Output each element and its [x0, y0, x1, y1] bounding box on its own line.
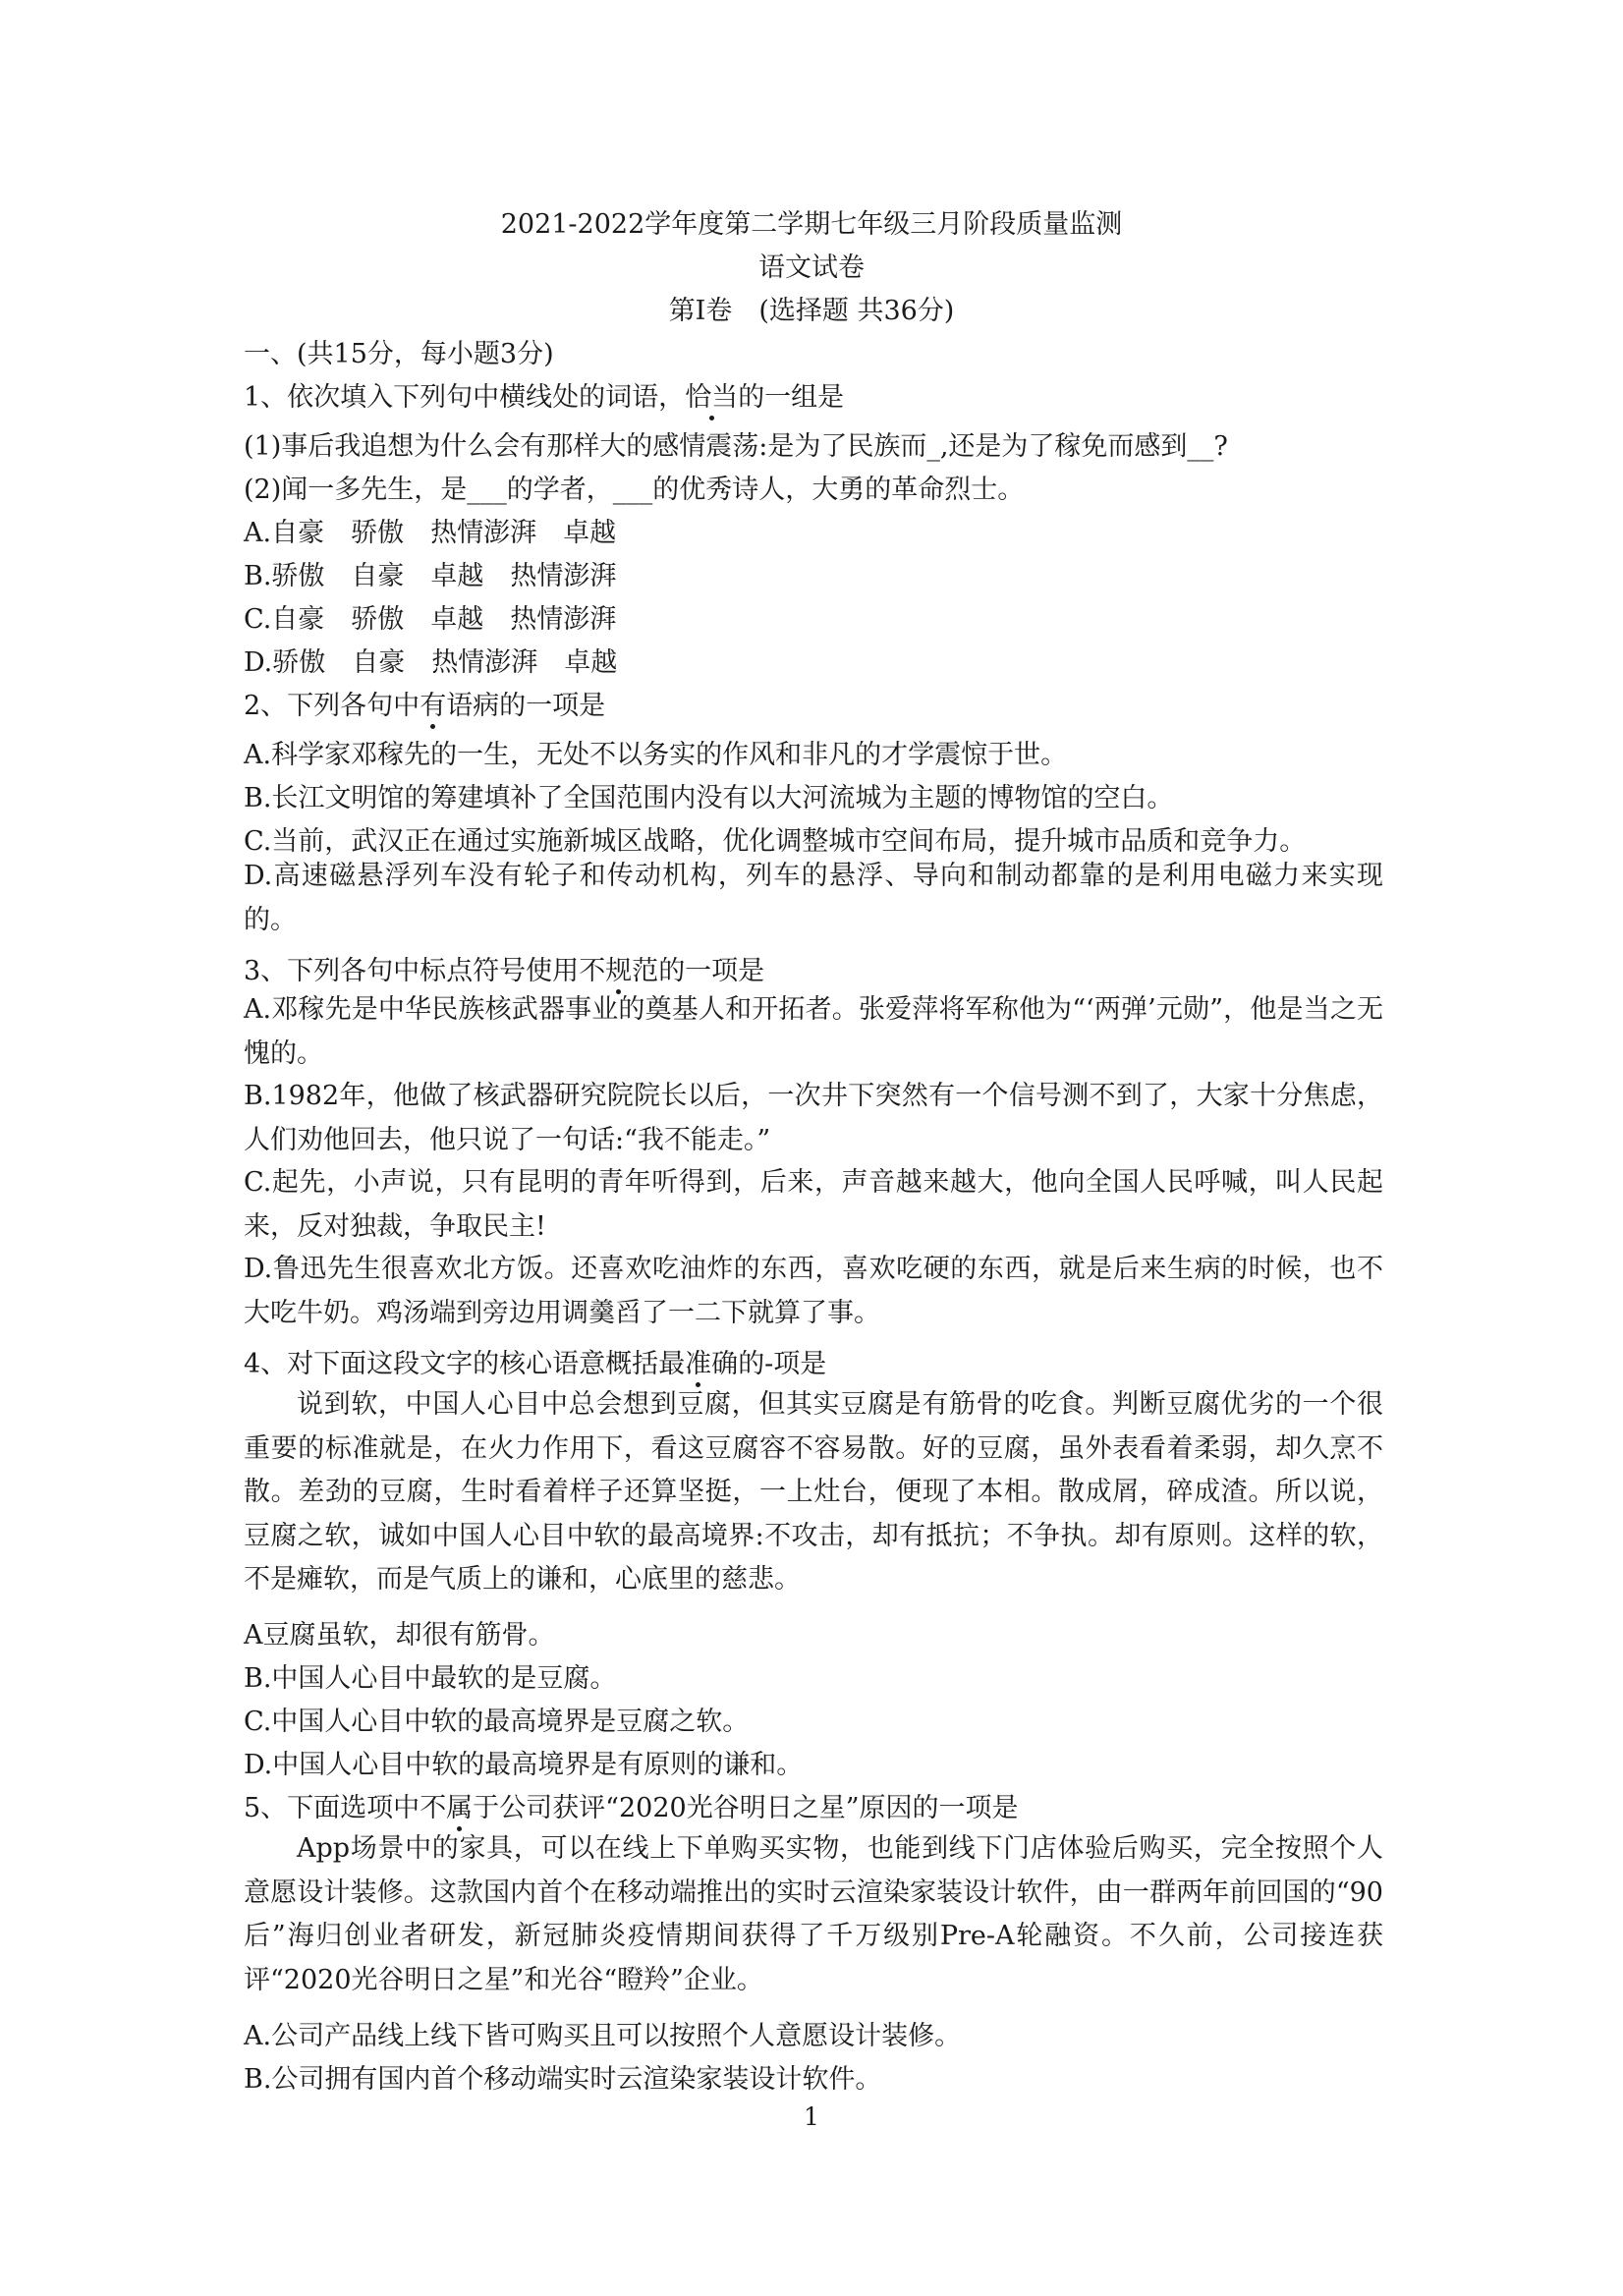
stem-text: 的-项是: [738, 1349, 827, 1379]
question-2-stem: [244, 684, 605, 722]
stem-text: 1、依次填入下列句中横线处的词语，: [244, 382, 686, 413]
question-5-stem: [244, 1786, 1019, 1824]
exam-subject: 语文试卷: [758, 252, 865, 283]
question-5-passage: App场景中的家具，可以在线上下单购买实物，也能到线下门店体验后购买，完全按照个人意愿设计装修。这款国内首个在移动端推出的实时云渲染家装设计软件，由一群两年前回国的“90后”海归创业者研发，新冠肺炎疫情期间获得了千万级别Pre-A轮融资。不久前，公司接连获评“2020光谷明日之星”和光谷“瞪羚”企业。: [244, 1833, 1383, 1995]
question-1-option-d: D.骄傲 自豪 热情澎湃 卓越: [244, 647, 618, 678]
emphasis-dots: 不属于: [420, 1786, 499, 1824]
question-1-stem: [244, 375, 844, 414]
stem-text: 的一项是: [658, 956, 765, 986]
question-3-option-c: C.起先，小声说，只有昆明的青年听得到，后来，声音越来越大，他向全国人民呼喊，叫人民起来，反对独裁，争取民主!: [244, 1167, 1383, 1242]
stem-text: 2、下列各句中: [244, 691, 420, 721]
stem-text: 语病的一项是: [446, 691, 606, 721]
question-5-option-b: B.公司拥有国内首个移动端实时云渲染家装设计软件。: [244, 2064, 882, 2095]
question-3-option-a: A.邓稼先是中华民族核武器事业的奠基人和开拓者。张爱萍将军称他为“‘两弹’元勋”，他是当之无愧的。: [244, 994, 1383, 1069]
question-3-option-b: B.1982年，他做了核武器研究院院长以后，一次井下突然有一个信号测不到了，大家十分焦虑，人们劝他回去，他只说了一句话:“我不能走。”: [244, 1081, 1383, 1155]
exam-title: 2021-2022学年度第二学期七年级三月阶段质量监测: [500, 209, 1123, 240]
question-3-option-d: D.鲁迅先生很喜欢北方饭。还喜欢吃油炸的东西，喜欢吃硬的东西，就是后来生病的时候，也不大吃牛奶。鸡汤端到旁边用调羹舀了一二下就算了事。: [244, 1254, 1383, 1328]
stem-text: 的一组是: [738, 382, 845, 413]
stem-text: 公司获评“2020光谷明日之星”原因的一项是: [499, 1793, 1019, 1823]
question-4-passage: 说到软，中国人心目中总会想到豆腐，但其实豆腐是有筋骨的吃食。判断豆腐优劣的一个很重要的标准就是，在火力作用下，看这豆腐容不容易散。好的豆腐，虽外表看着柔弱，却久烹不散。差劲的豆腐，生时看着样子还算坚挺，一上灶台，便现了本相。散成屑，碎成渣。所以说，豆腐之软，诚如中国人心目中软的最高境界:不攻击，却有抵抗；不争执。却有原则。这样的软，不是瘫软，而是气质上的谦和，心底里的慈悲。: [244, 1389, 1383, 1595]
emphasis-dots: 有: [420, 684, 446, 722]
question-2-option-c: C.当前，武汉正在通过实施新城区战略，优化调整城市空间布局，提升城市品质和竞争力。: [244, 826, 1307, 857]
stem-text: 4、对下面这段文字的核心语意概括: [244, 1349, 659, 1379]
question-4-stem: [244, 1342, 826, 1380]
volume-heading: 第Ⅰ卷 (选择题 共36分): [668, 296, 955, 326]
question-5-option-a: A.公司产品线上线下皆可购买且可以按照个人意愿设计装修。: [244, 2021, 962, 2051]
question-4-option-a: A豆腐虽软，却很有筋骨。: [244, 1620, 555, 1651]
question-1-sentence-1: (1)事后我追想为什么会有那样大的感情震荡:是为了民族而_,还是为了稼免而感到__?: [244, 431, 1228, 462]
question-3-stem: [244, 949, 764, 987]
stem-text: 3、下列各句中标点符号使用: [244, 956, 580, 986]
question-1-sentence-2: (2)闻一多先生，是___的学者，___的优秀诗人，大勇的革命烈士。: [244, 475, 1025, 505]
question-1-option-c: C.自豪 骄傲 卓越 热情澎湃: [244, 604, 617, 635]
question-1-option-a: A.自豪 骄傲 热情澎湃 卓越: [244, 518, 617, 548]
question-2-option-d: D.高速磁悬浮列车没有轮子和传动机构，列车的悬浮、导向和制动都靠的是利用电磁力来实现的。: [244, 861, 1383, 935]
stem-text: 5、下面选项中: [244, 1793, 420, 1823]
page-number: 1: [804, 2102, 819, 2131]
section-heading: 一、(共15分，每小题3分): [244, 339, 554, 369]
question-4-option-d: D.中国人心目中软的最高境界是有原则的谦和。: [244, 1750, 804, 1780]
question-2-option-b: B.长江文明馆的筹建填补了全国范围内没有以大河流城为主题的博物馆的空白。: [244, 783, 1174, 813]
emphasis-dots: 最准确: [658, 1342, 738, 1380]
question-1-option-b: B.骄傲 自豪 卓越 热情澎湃: [244, 561, 617, 591]
question-4-option-c: C.中国人心目中软的最高境界是豆腐之软。: [244, 1707, 750, 1737]
emphasis-dots: 不规范: [579, 949, 658, 987]
question-2-option-a: A.科学家邓稼先的一生，无处不以务实的作风和非凡的才学震惊于世。: [244, 740, 1068, 770]
question-4-option-b: B.中国人心目中最软的是豆腐。: [244, 1663, 617, 1694]
emphasis-dots: 恰当: [685, 375, 738, 414]
